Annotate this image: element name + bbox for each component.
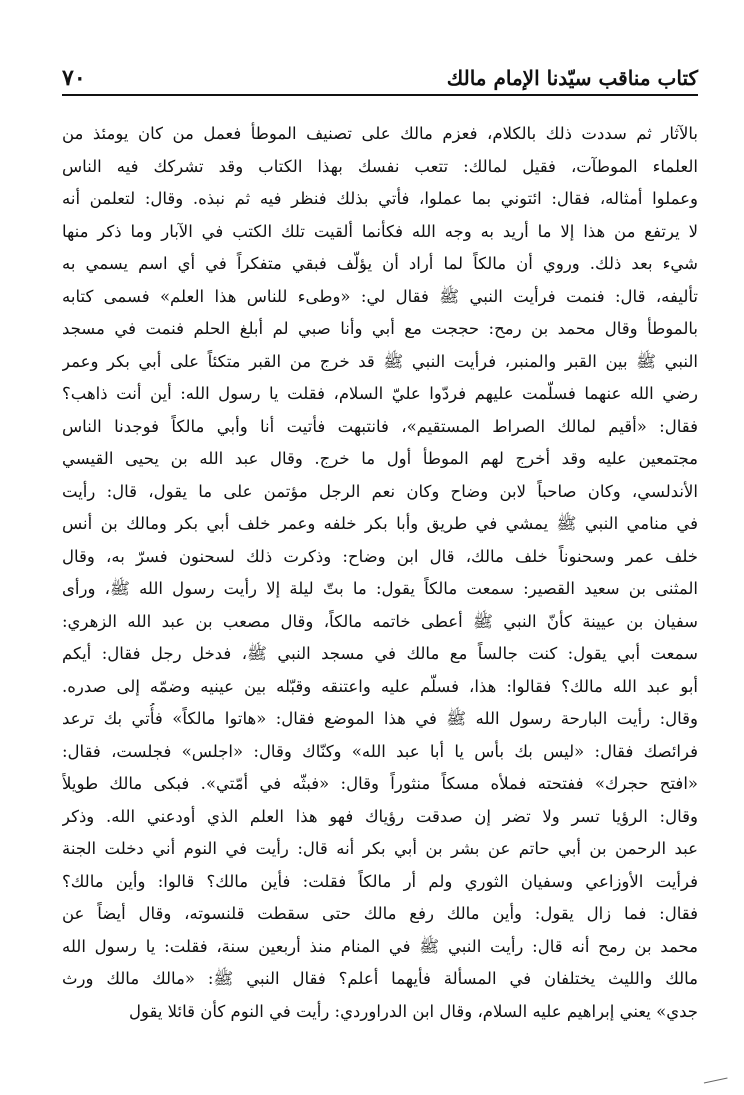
body-text xyxy=(62,118,698,1028)
text-line: رضي الله عنهما فسلّمت عليهم فردّوا عليّ السلام، فقلت يا رسول الله: أين أنت ذاهب؟ xyxy=(62,384,698,403)
text-line: بالآثار ثم سددت ذلك بالكلام، فعزم مالك على تصنيف الموطأ فعمل من كان يومئذ من xyxy=(62,124,698,143)
text-line: جدي» يعني إبراهيم عليه السلام، وقال ابن الدراوردي: رأيت في النوم كأن قائلا يقول xyxy=(128,1001,698,1021)
text-line: «افتح حجرك» ففتحته فملأه مسكاً منثوراً وقال: «فبثّه في أمّتي». فبكى مالك طويلاً xyxy=(62,774,698,793)
text-line: وعملوا أمثاله، فقال: ائتوني بما عملوا، فأتي بذلك فنظر فيه ثم نبذه. وقال: لتعلمن أنه xyxy=(62,189,698,208)
text-line: فقال: فما زال يقول: وأين مالك رفع مالك حتى سقطت قلنسوته، وقال أيضاً عن xyxy=(62,904,698,923)
text-line: فقال: «أقيم لمالك الصراط المستقيم»، فانتبهت فأتيت أنا وأبي مالكاً فوجدنا الناس xyxy=(62,416,698,436)
book-title: كتاب مناقب سيّدنا الإمام مالك xyxy=(446,66,698,90)
text-line: وقال: الرؤيا تسر ولا تضر إن صدقت رؤياك فهو هذا العلم الذي أودعني الله. وذكر xyxy=(62,806,698,826)
text-line: فرائصك فقال: «ليس بك بأس يا أبا عبد الله» وكنّاك وقال: «اجلس» فجلست، فقال: xyxy=(62,741,698,761)
text-line: مجتمعين عليه وقد أخرج لهم الموطأ أول ما خرج. وقال عبد الله بن يحيى القيسي xyxy=(62,449,698,468)
running-header xyxy=(62,62,698,96)
text-line: وقال: رأيت البارحة رسول الله ﷺ في هذا الموضع فقال: «هاتوا مالكاً» فأُتي بك ترعد xyxy=(62,709,698,728)
text-line: مالك والليث يختلفان في المسألة فأيهما أعلم؟ فقال النبي ﷺ: «مالك مالك ورث xyxy=(62,969,698,988)
text-line: خلف عمر وسحنوناً خلف مالك، قال ابن وضاح: وذكرت ذلك لسحنون فسرّ به، وقال xyxy=(62,546,698,566)
text-line: سفيان بن عيينة كأنّ النبي ﷺ أعطى خاتمه مالكاً، وقال مصعب بن عبد الله الزهري: xyxy=(62,611,698,631)
text-line: المثنى بن سعيد القصير: سمعت مالكاً يقول: ما بتّ ليلة إلا رأيت رسول الله ﷺ، ورأى xyxy=(62,579,698,598)
page-number: ٧٠ xyxy=(62,65,86,91)
text-line: محمد بن رمح أنه قال: رأيت النبي ﷺ في المنام منذ أربعين سنة، فقلت: يا رسول الله xyxy=(62,936,698,956)
text-line: النبي ﷺ بين القبر والمنبر، فرأيت النبي ﷺ قد خرج من القبر متكئاً على أبي بكر وعمر xyxy=(62,351,698,371)
page-corner-mark xyxy=(704,1078,728,1087)
text-line: تأليفه، قال: فنمت فرأيت النبي ﷺ فقال لي: «وطىء للناس هذا العلم» فسمى كتابه xyxy=(62,286,698,306)
text-line: عبد الرحمن بن أبي حاتم عن بشر بن أبي بكر أنه قال: رأيت في النوم أني دخلت الجنة xyxy=(62,839,698,858)
text-line: أبو عبد الله مالك؟ فقالوا: هذا، فسلّم عليه واعتنقه وقبّله بين عينيه وضمّه إلى صدره. xyxy=(62,676,698,696)
text-line: الأندلسي، وكان صاحباً لابن وضاح وكان نعم الرجل مؤتمن على ما يقول، قال: رأيت xyxy=(62,481,698,501)
text-line: لا يرتفع من هذا إلا ما أريد به وجه الله فكأنما ألقيت تلك الكتب في الآبار وما ذكر منها xyxy=(62,221,698,241)
text-line: بالموطأ وقال محمد بن رمح: حججت مع أبي وأنا صبي لم أبلغ الحلم فنمت في مسجد xyxy=(62,319,698,338)
text-line: فرأيت الأوزاعي وسفيان الثوري ولم أر مالكاً فقلت: فأين مالك؟ قالوا: وأين مالك؟ xyxy=(62,871,698,891)
text-line: شيء بعد ذلك. وروي أن مالكاً لما أراد أن يؤلّف فبقي متفكراً في أي اسم يسمي به xyxy=(62,254,698,273)
text-line: سمعت أبي يقول: كنت جالساً مع مالك في مسجد النبي ﷺ، فدخل رجل فقال: أيكم xyxy=(62,644,698,663)
text-line: في منامي النبي ﷺ يمشي في طريق وأبا بكر خلفه وعمر خلف أبي بكر ومالك بن أنس xyxy=(62,514,698,533)
text-line: العلماء الموطآت، فقيل لمالك: تتعب نفسك بهذا الكتاب وقد تشركك فيه الناس xyxy=(62,156,698,176)
